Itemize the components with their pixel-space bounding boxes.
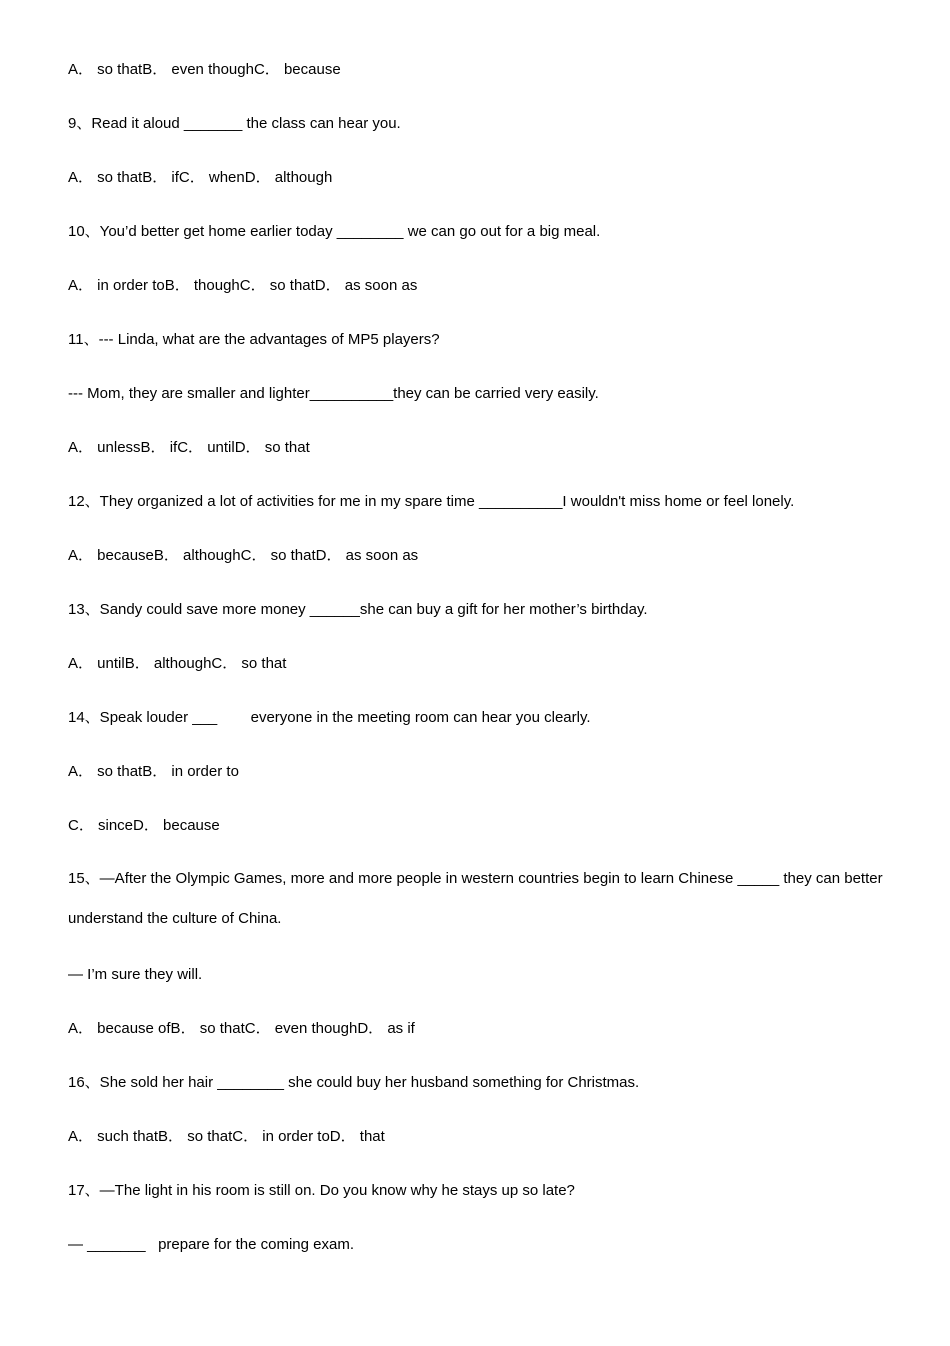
options-q9: A． so thatB． ifC． whenD． although — [68, 169, 333, 186]
options-q16: A． such thatB． so thatC． in order toD． that — [68, 1128, 385, 1145]
question-17: 17、—The light in his room is still on. Do you know why he stays up so late? — [68, 1182, 575, 1199]
question-10: 10、You’d better get home earlier today ________ we can go out for a big meal. — [68, 223, 601, 240]
question-13: 13、Sandy could save more money ______she can buy a gift for her mother’s birthday. — [68, 601, 648, 618]
options-q12: A． becauseB． althoughC． so thatD． as soon as — [68, 547, 419, 564]
question-14: 14、Speak louder ___ everyone in the meeting room can hear you clearly. — [68, 709, 591, 726]
options-q8: A． so thatB． even thoughC． because — [68, 61, 341, 78]
options-q11: A． unlessB． ifC． untilD． so that — [68, 439, 310, 456]
question-16: 16、She sold her hair ________ she could buy her husband something for Christmas. — [68, 1074, 640, 1091]
options-q15: A． because ofB． so thatC． even thoughD． as if — [68, 1020, 415, 1037]
question-15: 15、—After the Olympic Games, more and more people in western countries begin to learn Chinese _____ they can better understand the culture of China. — [68, 870, 883, 927]
question-9: 9、Read it aloud _______ the class can hear you. — [68, 115, 401, 132]
options-q14-a: A． so thatB． in order to — [68, 763, 239, 780]
options-q13: A． untilB． althoughC． so that — [68, 655, 287, 672]
question-12: 12、They organized a lot of activities for me in my spare time __________I wouldn't miss home or feel lonely. — [68, 493, 795, 510]
options-q10: A． in order toB． thoughC． so thatD． as soon as — [68, 277, 418, 294]
question-11: 11、--- Linda, what are the advantages of MP5 players? — [68, 331, 440, 348]
options-q14-c: C． sinceD． because — [68, 817, 220, 834]
question-15-reply: — I’m sure they will. — [68, 966, 203, 983]
question-11-reply: --- Mom, they are smaller and lighter__________they can be carried very easily. — [68, 385, 599, 402]
question-17-reply: — _______ prepare for the coming exam. — [68, 1236, 354, 1253]
